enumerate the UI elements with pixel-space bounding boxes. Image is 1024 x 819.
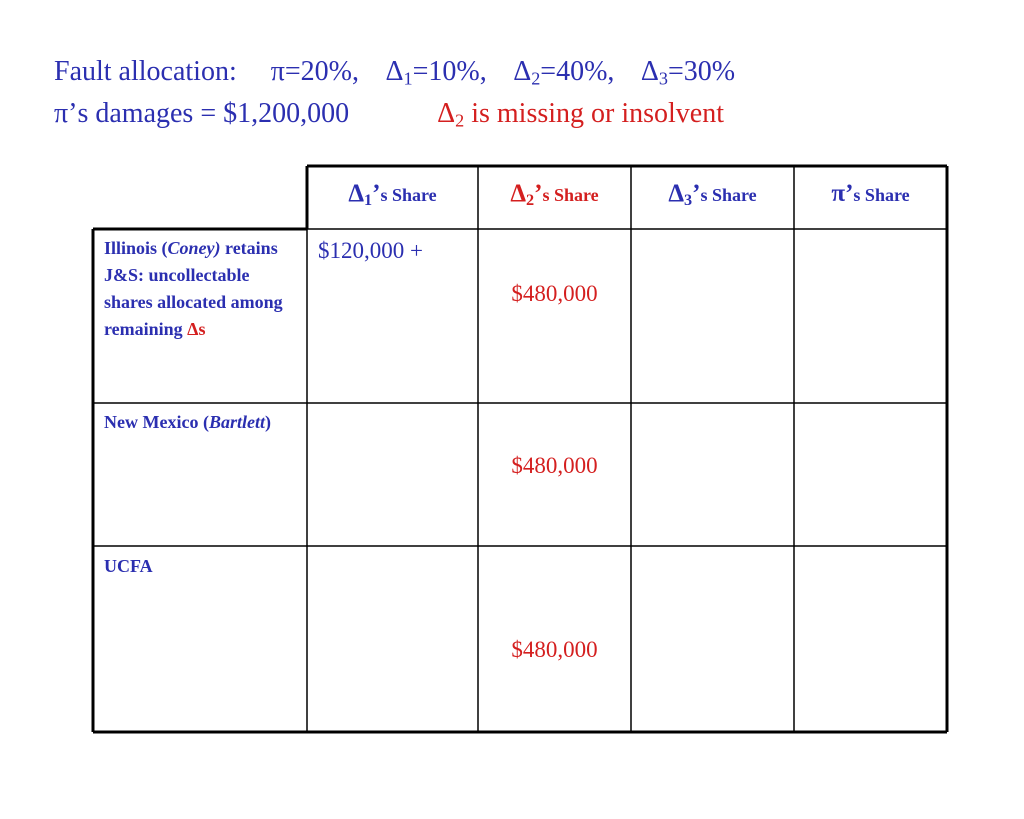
pi-allocation: π=20%, <box>270 56 360 87</box>
fault-allocation-label: Fault allocation: <box>54 56 237 87</box>
header-pi-share: π’s Share <box>831 180 910 207</box>
row-label-illinois: Illinois (Coney) retains J&S: uncollectable shares allocated among remaining Δs <box>104 238 283 339</box>
illinois-d1-value: $120,000 + <box>318 238 423 263</box>
new-mexico-d2-value: $480,000 <box>511 453 598 478</box>
missing-defendant-note: $\Delta_2$ is missing or insolvent <box>437 98 725 131</box>
header-d1-share: $\Delta_1’s$ Share <box>348 180 437 210</box>
damages-line <box>54 98 724 132</box>
row-label-ucfa: UCFA <box>104 556 153 576</box>
damages-text: π’s damages = $1,200,000 <box>54 98 350 129</box>
d2-allocation: $\Delta_2=40\%$, <box>513 56 615 89</box>
row-label-new-mexico: New Mexico (Bartlett) <box>104 412 271 432</box>
d3-allocation: $\Delta_3=30\%$ <box>640 56 736 89</box>
illinois-d2-value: $480,000 <box>511 281 598 306</box>
header-d3-share: $\Delta_3’s$ Share <box>668 180 757 210</box>
ucfa-d2-value: $480,000 <box>511 637 598 662</box>
header-d2-share: $\Delta_2’s$ Share <box>510 180 599 210</box>
d1-allocation: $\Delta_1=10\%$, <box>385 56 487 89</box>
fault-allocation-line <box>54 56 735 90</box>
